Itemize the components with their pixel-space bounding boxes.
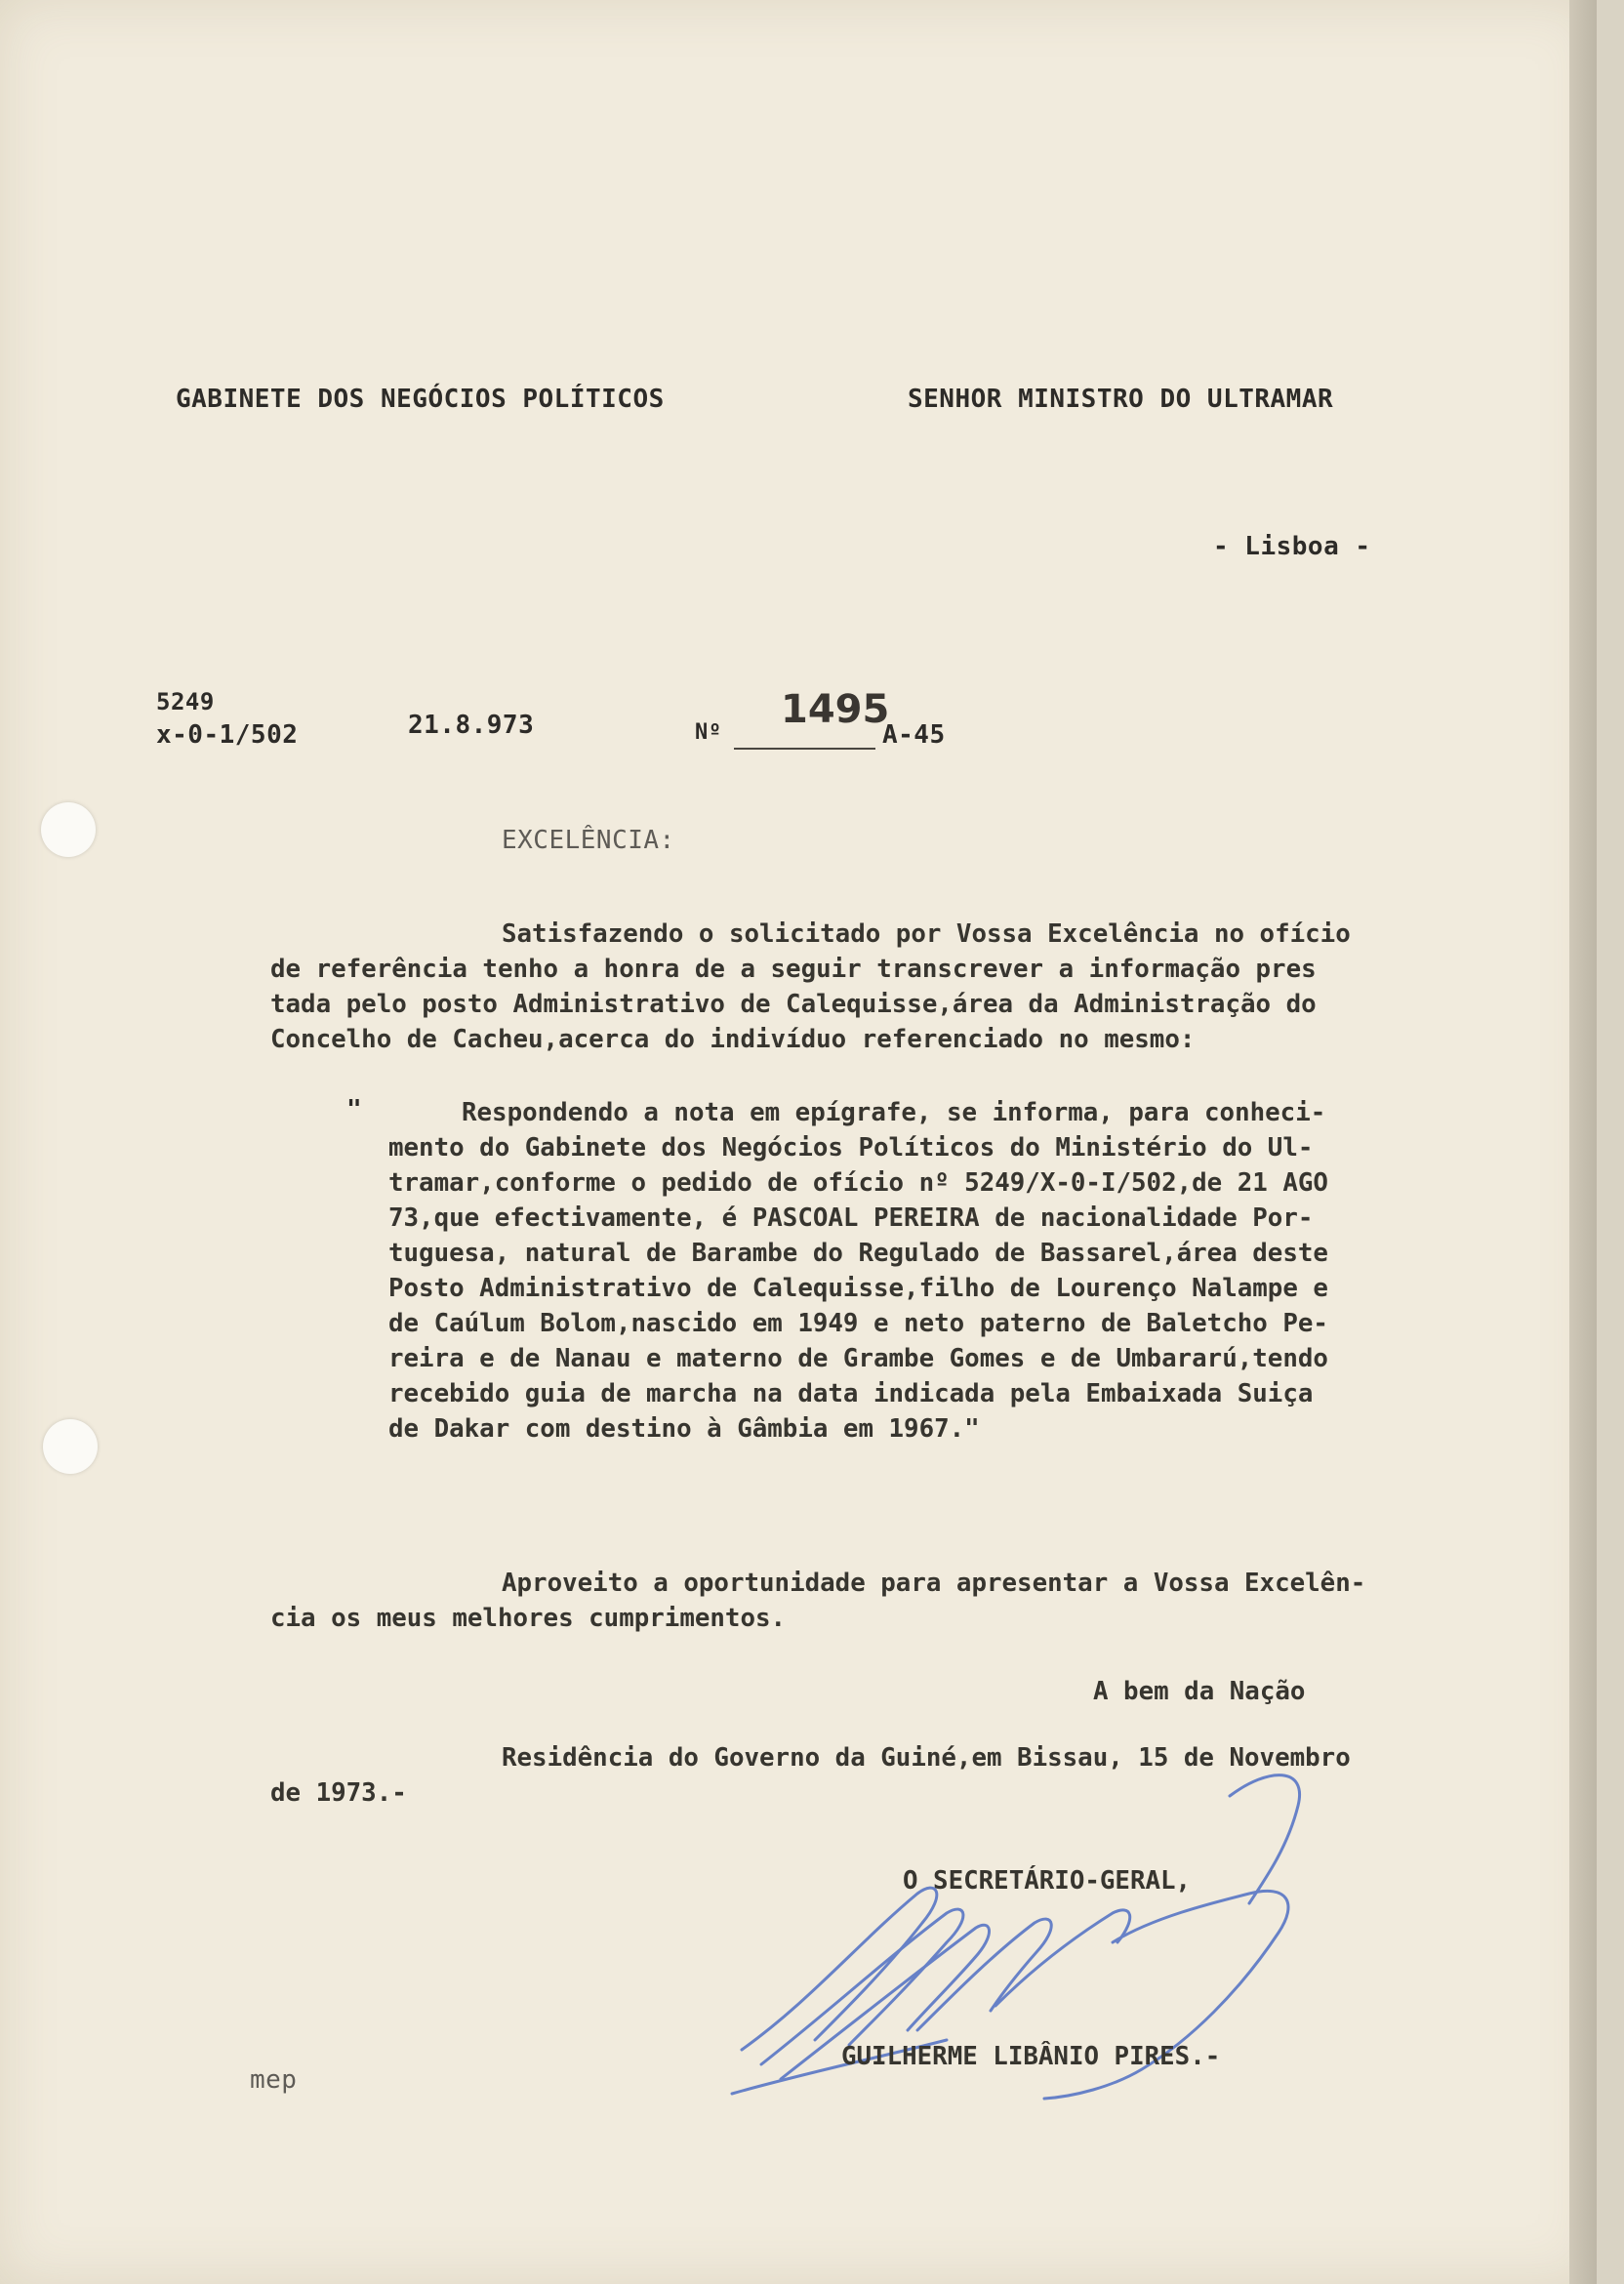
place-date-line: de 1973.- (270, 1778, 407, 1808)
typist-initials: mep (250, 2065, 298, 2095)
punch-hole-top (41, 802, 96, 857)
recipient-city: - Lisboa - (1213, 532, 1371, 561)
number-label: Nº (695, 720, 722, 745)
quote-line: tramar,conforme o pedido de ofício nº 5249/X-0-I/502,de 21 AGO (388, 1168, 1328, 1198)
paragraph-1-line: Satisfazendo o solicitado por Vossa Excelência no ofício (502, 919, 1351, 949)
paragraph-2-line: Aproveito a oportunidade para apresentar a Vossa Excelên- (502, 1569, 1366, 1598)
quote-mark: " (346, 1095, 363, 1124)
place-date-line: Residência do Governo da Guiné,em Bissau, 15 de Novembro (502, 1743, 1351, 1773)
quote-line: reira e de Nanau e materno de Grambe Gomes e de Umbararú,tendo (388, 1344, 1328, 1373)
quote-line: de Dakar com destino à Gâmbia em 1967." (388, 1414, 980, 1444)
quote-line: tuguesa, natural de Barambe do Regulado de Bassarel,área deste (388, 1239, 1328, 1268)
number-underline (734, 748, 875, 750)
reference-date: 21.8.973 (408, 711, 535, 740)
closing-formula: A bem da Nação (1093, 1677, 1306, 1706)
signature-title: O SECRETÁRIO-GERAL, (903, 1866, 1192, 1896)
office-number: 1495 (781, 687, 890, 732)
reference-number: 5249 (156, 688, 215, 715)
paper-edge (1569, 0, 1597, 2284)
quote-line: recebido guia de marcha na data indicada pela Embaixada Suiça (388, 1379, 1314, 1408)
paragraph-1-line: Concelho de Cacheu,acerca do indivíduo referenciado no mesmo: (270, 1025, 1196, 1054)
quote-line: mento do Gabinete dos Negócios Políticos do Ministério do Ul- (388, 1133, 1314, 1162)
reference-code: x-0-1/502 (156, 720, 299, 750)
paragraph-1-line: tada pelo posto Administrativo de Calequisse,área da Administração do (270, 990, 1317, 1019)
quote-line: Posto Administrativo de Calequisse,filho de Lourenço Nalampe e (388, 1274, 1328, 1303)
punch-hole-bottom (43, 1419, 98, 1474)
recipient-heading: SENHOR MINISTRO DO ULTRAMAR (908, 385, 1334, 414)
quote-line: Respondendo a nota em epígrafe, se informa, para conheci- (462, 1098, 1326, 1127)
salutation: EXCELÊNCIA: (502, 826, 675, 855)
office-number-suffix: A-45 (882, 720, 946, 750)
department-heading: GABINETE DOS NEGÓCIOS POLÍTICOS (176, 385, 665, 414)
quote-line: 73,que efectivamente, é PASCOAL PEREIRA de nacionalidade Por- (388, 1203, 1314, 1233)
quote-line: de Caúlum Bolom,nascido em 1949 e neto paterno de Baletcho Pe- (388, 1309, 1328, 1338)
signatory-name: GUILHERME LIBÂNIO PIRES.- (841, 2042, 1221, 2071)
paragraph-2-line: cia os meus melhores cumprimentos. (270, 1604, 787, 1633)
paragraph-1-line: de referência tenho a honra de a seguir transcrever a informação pres (270, 955, 1317, 984)
